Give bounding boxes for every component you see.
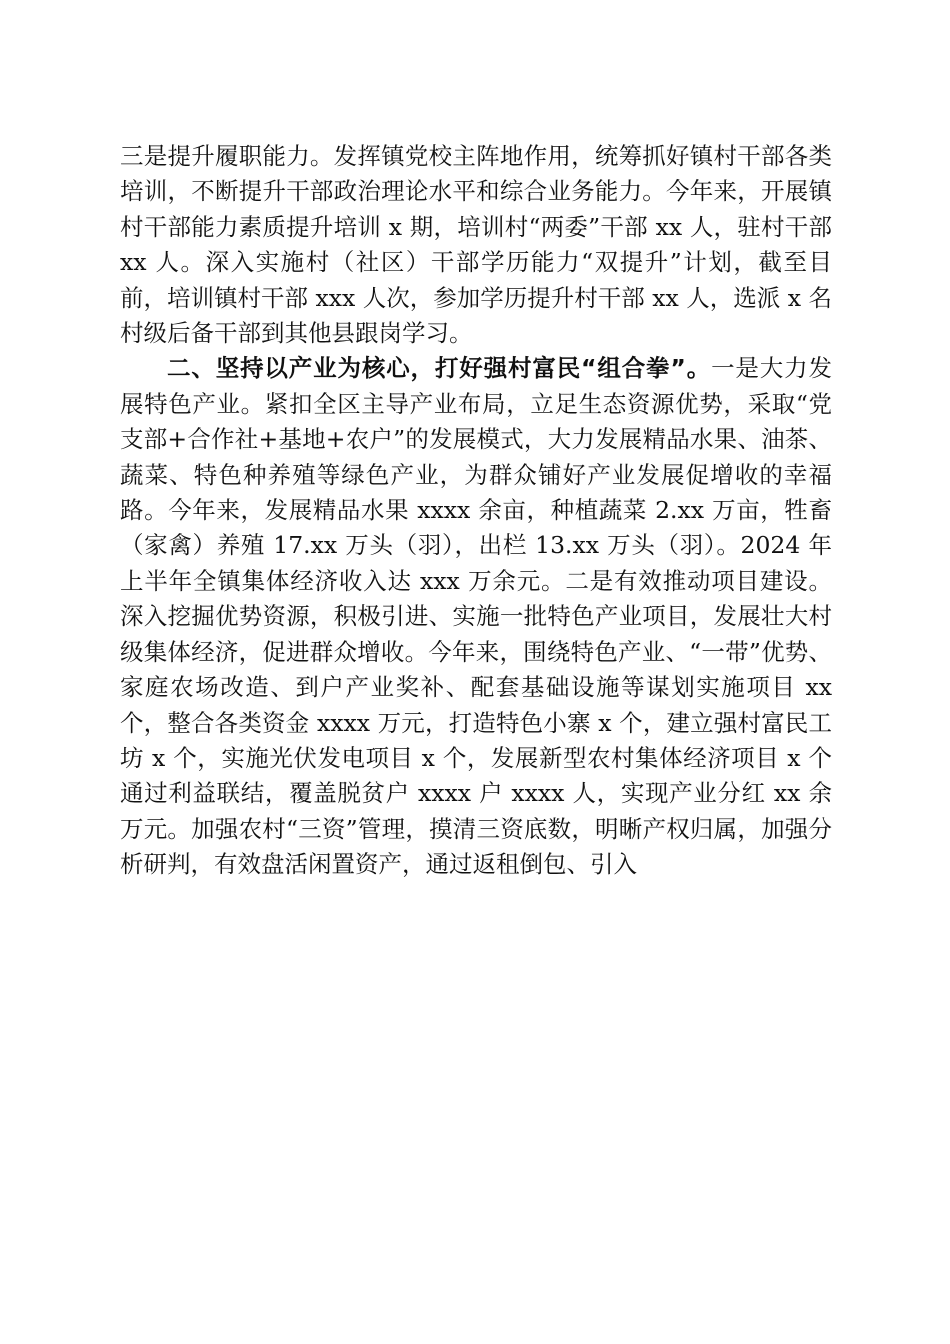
document-body	[120, 139, 832, 883]
paragraph-capacity: 三是提升履职能力。发挥镇党校主阵地作用，统筹抓好镇村干部各类培训，不断提升干部政治理论水平和综合业务能力。今年来，开展镇村干部能力素质提升培训 x 期，培训村“两委”干部 xx 人，驻村干部 xx 人。深入实施村（社区）干部学历能力“双提升”计划，截至目前，培训镇村干部 xxx 人次，参加学历提升村干部 xx 人，选派 x 名村级后备干部到其他县跟岗学习。	[120, 142, 832, 348]
section-heading: 二、坚持以产业为核心，打好强村富民“组合拳”。	[167, 354, 712, 383]
paragraph-industry-body: 一是大力发展特色产业。紧扣全区主导产业布局，立足生态资源优势，采取“党支部+合作社+基地+农户”的发展模式，大力发展精品水果、油茶、蔬菜、特色种养殖等绿色产业，为群众铺好产业发展促增收的幸福路。今年来，发展精品水果 xxxx 余亩，种植蔬菜 2.xx 万亩，牲畜（家禽）养殖 17.xx 万头（羽），出栏 13.xx 万头（羽）。2024 年上半年全镇集体经济收入达 xxx 万余元。二是有效推动项目建设。深入挖掘优势资源，积极引进、实施一批特色产业项目，发展壮大村级集体经济，促进群众增收。今年来，围绕特色产业、“一带”优势、家庭农场改造、到户产业奖补、配套基础设施等谋划实施项目 xx 个，整合各类资金 xxxx 万元，打造特色小寨 x 个，建立强村富民工坊 x 个，实施光伏发电项目 x 个，发展新型农村集体经济项目 x 个通过利益联结，覆盖脱贫户 xxxx 户 xxxx 人，实现产业分红 xx 余万元。加强农村“三资”管理，摸清三资底数，明晰产权归属，加强分析研判，有效盘活闲置资产，通过返租倒包、引入	[120, 354, 833, 879]
paragraph-industry	[120, 351, 832, 882]
